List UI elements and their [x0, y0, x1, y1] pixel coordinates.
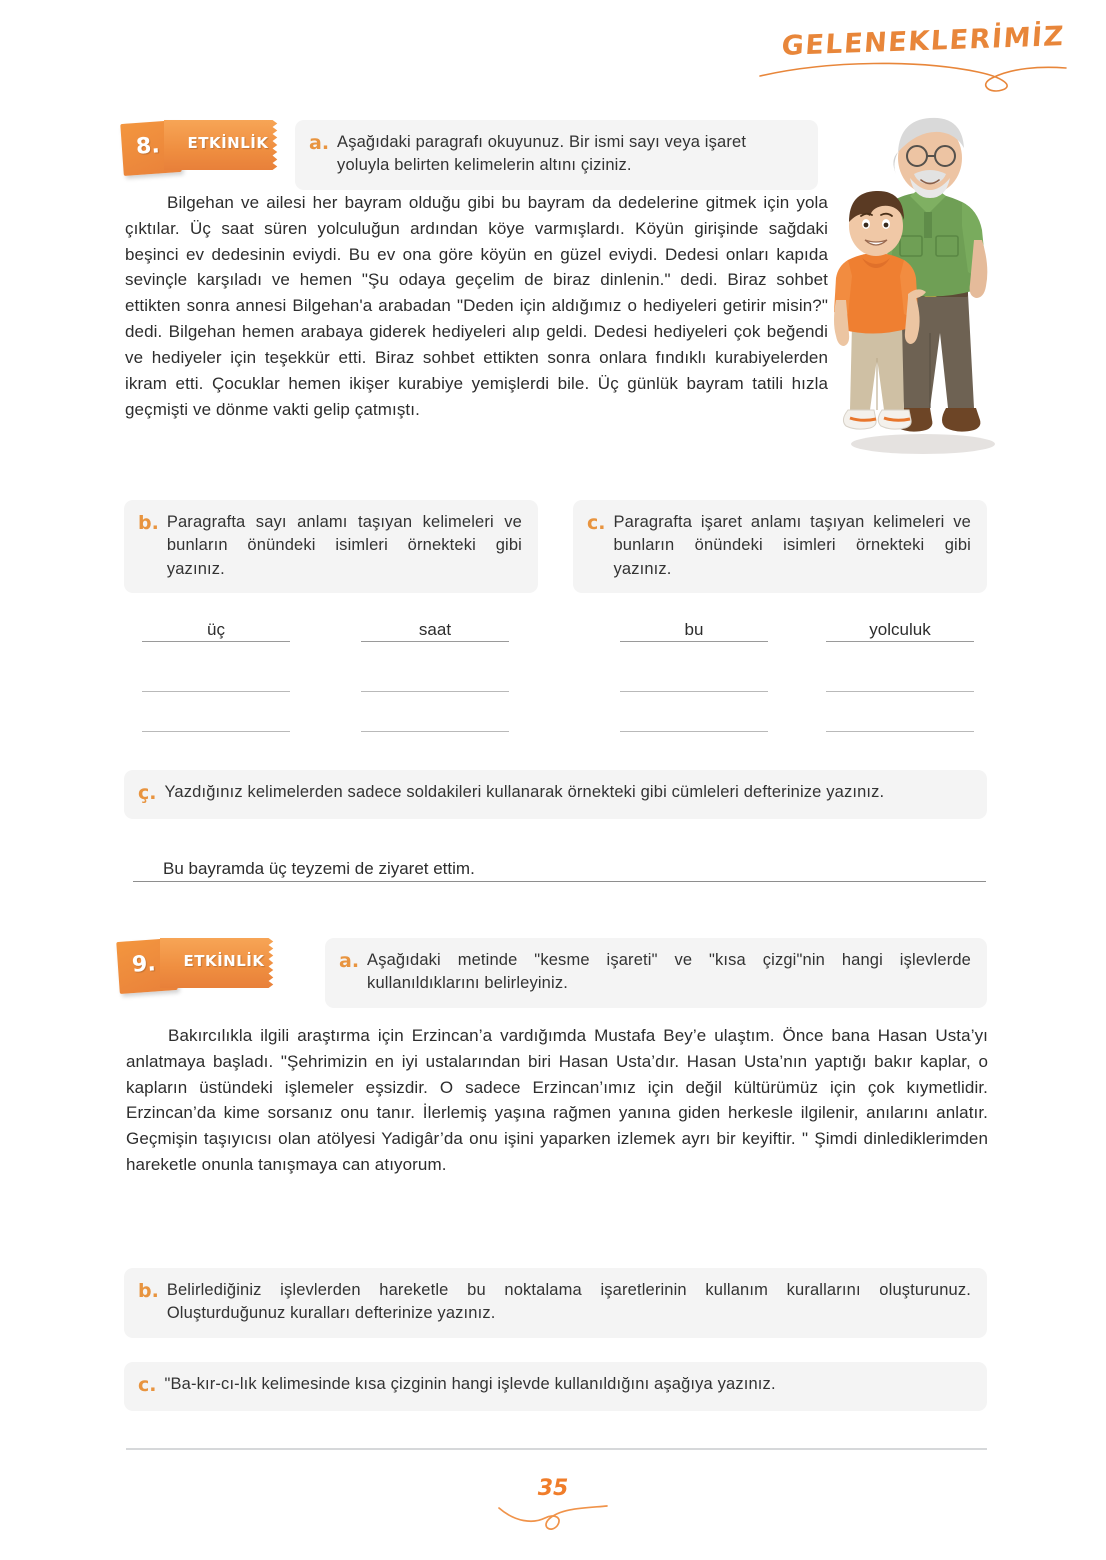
activity-8-a-instruction [295, 120, 818, 190]
answer-line-col4-row1[interactable] [826, 622, 974, 642]
activity-8-c-cedilla-instruction [124, 770, 987, 819]
activity-8-b-instruction [124, 500, 538, 593]
activity-9-a-text: Aşağıdaki metinde "kesme işareti" ve "kısa çizgi"nin hangi işlevlerde kullanıldıklarını belirleyiniz. [367, 951, 971, 993]
activity-8-paragraph: Bilgehan ve ailesi her bayram olduğu gibi bu bayram da dedelerine gitmek için yola çıktılar. Üç saat süren yolculuğun ardından köye varmışlardı. Köyün girişinde sağdaki beşinci ev dedesinin eviydi. Bu ev ona göre köyün en güzel eviydi. Dedesi onları kapıda sevinçle karşıladı ve hemen "Şu odaya geçelim de biraz dinlenin." dedi. Biraz sohbet ettikten sonra annesi Bilgehan'a arabadan "Deden için aldığımız o hediyeleri getirir misin?" dedi. Bilgehan hemen arabaya giderek hediyeleri alıp geldi. Dedesi hediyeleri çok beğendi ve hediyeler için teşekkür etti. Biraz sohbet ettikten sonra onlara fındıklı kurabiyelerden ikram etti. Çocuklar hemen ikişer kurabiye yemişlerdi bile. Üç günlük bayram tatili hızla geçmişti ve dönme vakti gelip çatmıştı. [125, 193, 828, 419]
activity-9-badge [118, 936, 278, 996]
activity-8-a-text: Aşağıdaki paragrafı okuyunuz. Bir ismi sayı veya işaret yoluyla belirten kelimelerin altını çiziniz. [337, 133, 747, 175]
footer-divider [126, 1448, 987, 1450]
activity-9-number: 9. [131, 951, 157, 978]
answer-rule [142, 691, 290, 693]
activity-8-badge-label: ETKİNLİK [187, 134, 269, 152]
activity-9-c-marker: c. [138, 1374, 157, 1396]
activity-9-b-text: Belirlediğiniz işlevlerden hareketle bu noktalama işaretlerinin kullanım kurallarını oluşturunuz. Oluşturduğunuz kuralları defterinize yazınız. [166, 1281, 971, 1323]
activity-9-a-instruction [325, 938, 987, 1008]
page-header [740, 14, 1070, 94]
activity-9-paragraph: Bakırcılıkla ilgili araştırma için Erzincan’a vardığımda Mustafa Bey’e ulaştım. Önce bana Hasan Usta’yı anlatmaya başladı. "Şehrimizin en iyi ustalarından biri Hasan Usta’dır. Hasan Usta’nın yaptığı bakır kaplar, o kapların üstündeki işlemeler eşsizdir. O sadece Erzincan’ımız için değil kültürümüz için çok kıymetlidir. Erzincan’da kime sorsanız onu tanır. İlerlemiş yaşına rağmen yanına giden herkesle ilgilenir, anılarını anlatır. Geçmişin taşıyıcısı olan atölyesi Yadigâr’da onu işini yaparken izlemek ayrı bir keyiftir. " Şimdi dinlediklerimden hareketle onunla tanışmaya can atıyorum. [126, 1026, 988, 1175]
activity-9-b-marker: b. [138, 1280, 159, 1302]
answer-rule [620, 691, 768, 693]
answer-line-col4-row2[interactable] [826, 672, 974, 692]
activity-8-b-marker: b. [138, 512, 159, 534]
activity-8-c-text: Paragrafta işaret anlamı taşıyan kelimeleri ve bunların önündeki isimleri örnekteki gibi yazınız. [613, 513, 971, 578]
answer-line-col3-row3[interactable] [620, 712, 768, 732]
example-sentence-rule [133, 881, 986, 883]
activity-9-badge-label: ETKİNLİK [183, 952, 265, 970]
answer-value-col4-row1: yolculuk [869, 620, 931, 639]
answer-value-col2-row1: saat [418, 620, 452, 639]
activity-8-c-marker: c. [587, 512, 606, 534]
activity-9-c-instruction [124, 1362, 987, 1411]
grandfather-and-grandson-illustration [818, 108, 1008, 458]
activity-8-b-text: Paragrafta sayı anlamı taşıyan kelimeleri ve bunların önündeki isimleri örnekteki gibi yazınız. [166, 513, 522, 578]
page-number: 35 [537, 1476, 569, 1501]
example-sentence-line[interactable] [133, 856, 986, 882]
answer-line-col1-row2[interactable] [142, 672, 290, 692]
activity-8-number: 8. [135, 133, 161, 160]
activity-8-c-cedilla-text: Yazdığınız kelimelerden sadece soldakileri kullanarak örnekteki gibi cümleleri defterinize yazınız. [164, 783, 885, 801]
answer-rule [826, 731, 974, 733]
answer-rule [620, 731, 768, 733]
page-header-title: GELENEKLERİMİZ [780, 21, 1066, 62]
footer-swoosh-decoration [493, 1500, 613, 1534]
activity-8-c-instruction [573, 500, 987, 593]
answer-rule [620, 641, 768, 643]
header-swoosh-decoration [740, 54, 1070, 94]
answer-line-col3-row2[interactable] [620, 672, 768, 692]
answer-rule [142, 641, 290, 643]
page-footer [0, 1478, 1106, 1548]
example-sentence-value: Bu bayramda üç teyzemi de ziyaret ettim. [163, 859, 475, 878]
activity-9-a-marker: a. [339, 950, 360, 972]
answer-line-col2-row2[interactable] [361, 672, 509, 692]
answer-line-col2-row1[interactable] [361, 622, 509, 642]
activity-9-c-text: "Ba-kır-cı-lık kelimesinde kısa çizginin hangi işlevde kullanıldığını aşağıya yazınız. [164, 1375, 776, 1393]
activity-8-c-cedilla-marker: ç. [138, 782, 157, 804]
answer-rule [826, 641, 974, 643]
answer-line-col1-row1[interactable] [142, 622, 290, 642]
answer-rule [361, 641, 509, 643]
answer-rule [361, 691, 509, 693]
answer-value-col1-row1: üç [207, 620, 225, 639]
answer-line-col3-row1[interactable] [620, 622, 768, 642]
activity-9-b-instruction [124, 1268, 987, 1338]
answer-rule [142, 731, 290, 733]
activity-8-a-marker: a. [309, 132, 330, 154]
answer-rule [361, 731, 509, 733]
answer-value-col3-row1: bu [684, 620, 704, 639]
answer-rule [826, 691, 974, 693]
activity-8-badge [122, 118, 282, 178]
answer-line-col4-row3[interactable] [826, 712, 974, 732]
answer-line-col1-row3[interactable] [142, 712, 290, 732]
answer-line-col2-row3[interactable] [361, 712, 509, 732]
